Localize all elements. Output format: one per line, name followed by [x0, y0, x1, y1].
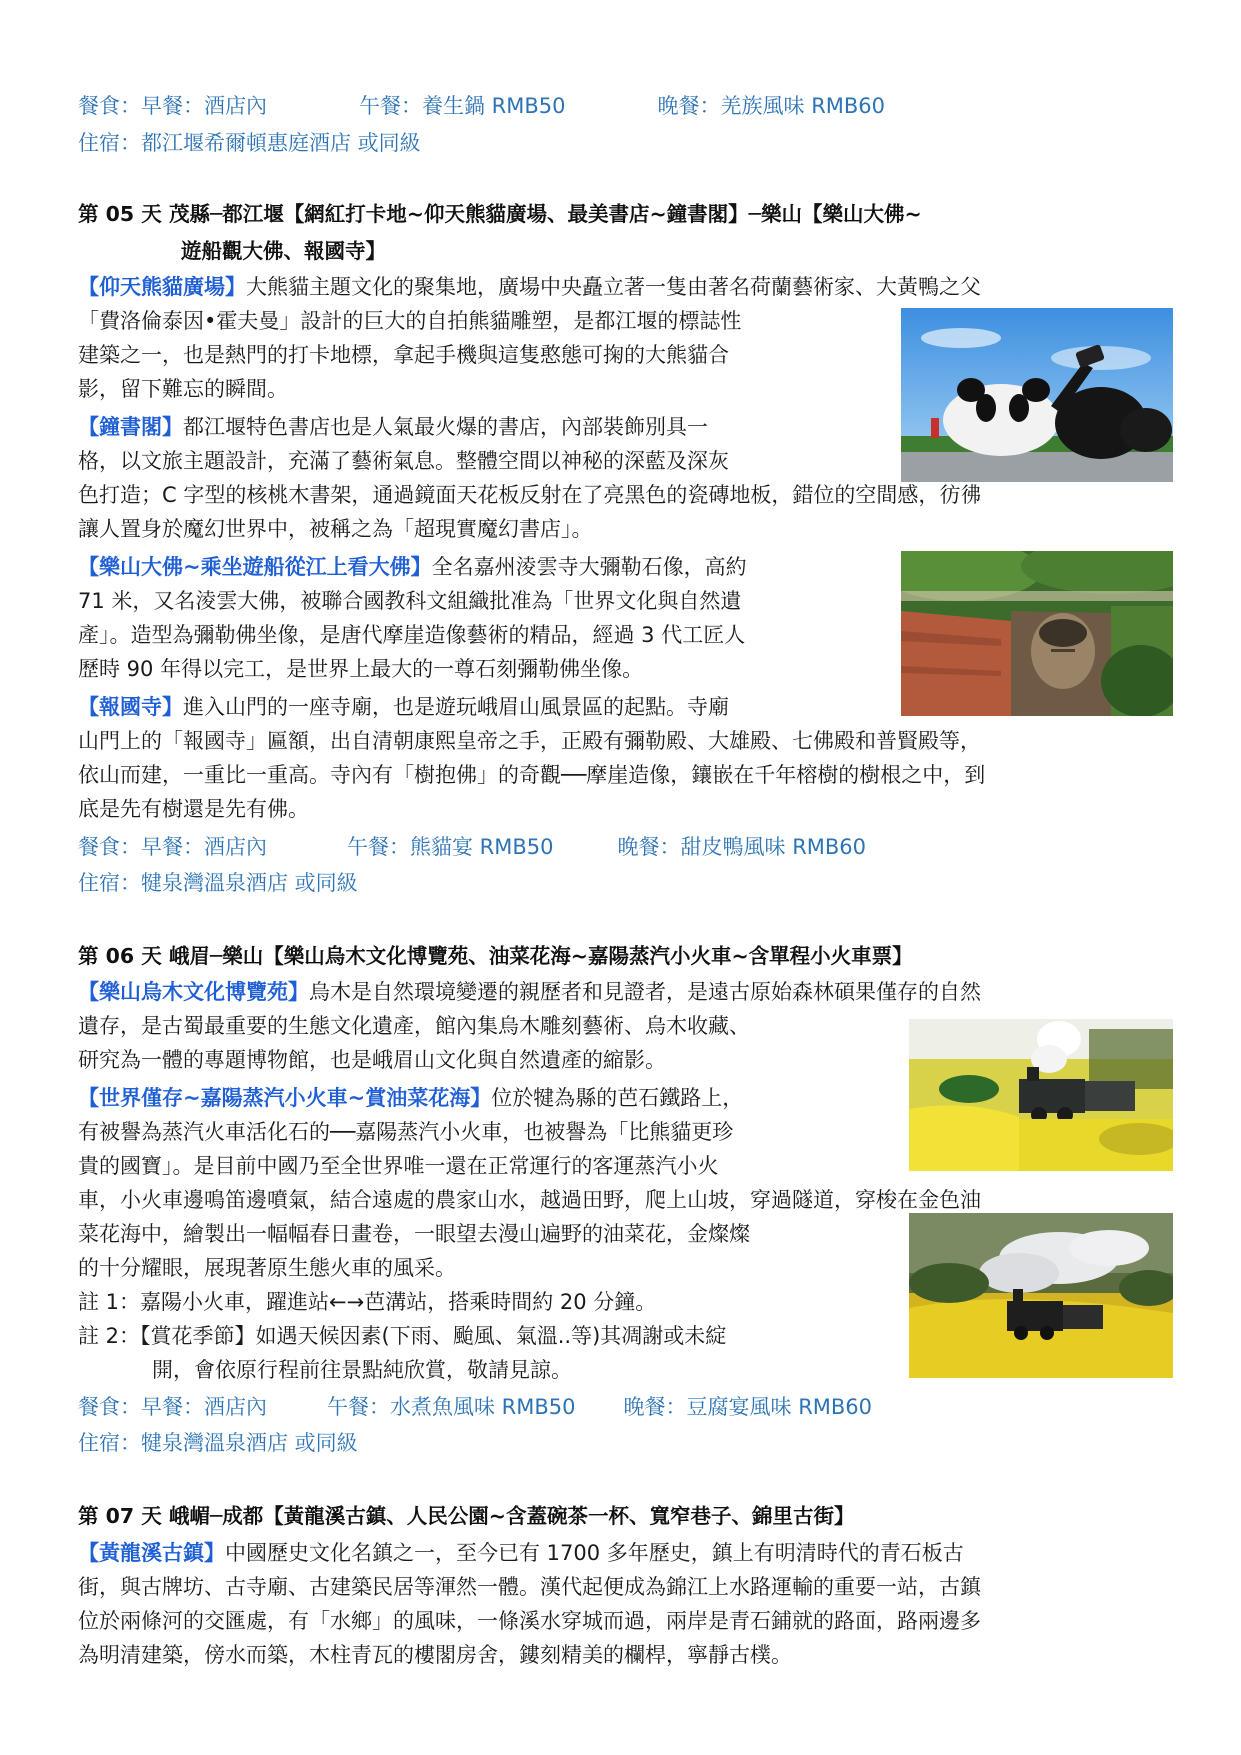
steam-train-tag: 【世界僅存~嘉陽蒸汽小火車~賞油菜花海】	[78, 1086, 492, 1110]
day5-bookstore-line2: 格，以文旅主題設計，充滿了藝術氣息。整體空間以神秘的深藍及深灰	[78, 449, 729, 473]
day4-breakfast: 餐食：早餐：酒店內	[78, 94, 267, 118]
day5-panda-paragraph-line2: 「費洛倫泰因•霍夫曼」設計的巨大的自拍熊貓雕塑，是都江堰的標誌性	[78, 309, 742, 333]
day7-town-line2: 街，與古牌坊、古寺廟、古建築民居等渾然一體。漢代起便成為錦江上水路運輸的重要一站，古鎮	[78, 1575, 981, 1599]
day5-buddha-line3: 產」。造型為彌勒佛坐像，是唐代摩崖造像藝術的精品，經過 3 代工匠人	[78, 623, 746, 647]
bookstore-tag: 【鐘書閣】	[78, 415, 183, 439]
day6-train-line1: 【世界僅存~嘉陽蒸汽小火車~賞油菜花海】位於犍為縣的芭石鐵路上，	[78, 1086, 744, 1110]
day5-bookstore-line3: 色打造；C 字型的核桃木書架，通過鏡面天花板反射在了亮黑色的瓷磚地板，錯位的空間感，彷彿	[78, 483, 982, 507]
day6-note2-line1: 註 2：【賞花季節】如遇天候因素(下雨、颱風、氣溫..等)其凋謝或未綻	[78, 1324, 727, 1348]
day6-wood-line1: 【樂山烏木文化博覽苑】烏木是自然環境變遷的親歷者和見證者，是遠古原始森林碩果僅存的自然	[78, 980, 981, 1004]
day6-train-line5: 菜花海中，繪製出一幅幅春日畫卷，一眼望去漫山遍野的油菜花，金燦燦	[78, 1222, 750, 1246]
day6-hotel: 住宿：犍泉灣溫泉酒店 或同級	[78, 1431, 358, 1455]
day5-breakfast: 餐食：早餐：酒店內	[78, 835, 267, 859]
day6-train-line4: 車，小火車邊鳴笛邊噴氣，結合遠處的農家山水，越過田野，爬上山坡，穿過隧道，穿梭在金色油	[78, 1188, 981, 1212]
day5-buddha-line4: 歷時 90 年得以完工，是世界上最大的一尊石刻彌勒佛坐像。	[78, 657, 644, 681]
day6-title: 第 06 天 峨眉─樂山【樂山烏木文化博覽苑、油菜花海~嘉陽蒸汽小火車~含單程小火車票】	[78, 944, 913, 968]
day5-temple-line4: 底是先有樹還是先有佛。	[78, 797, 309, 821]
day4-hotel: 住宿：都江堰希爾頓惠庭酒店 或同級	[78, 131, 421, 155]
day5-bookstore-line1: 【鐘書閣】都江堰特色書店也是人氣最火爆的書店，內部裝飾別具一	[78, 415, 708, 439]
day6-note1: 註 1：嘉陽小火車，躍進站←→芭溝站，搭乘時間約 20 分鐘。	[78, 1290, 657, 1314]
day5-title-line2: 遊船觀大佛、報國寺】	[181, 239, 386, 263]
steam-train-photo-2	[909, 1213, 1173, 1378]
steam-train-photo-1	[909, 1019, 1173, 1171]
day5-meals-line	[78, 830, 866, 864]
wood-museum-tag: 【樂山烏木文化博覽苑】	[78, 980, 309, 1004]
day5-hotel: 住宿：犍泉灣溫泉酒店 或同級	[78, 871, 358, 895]
day7-title: 第 07 天 峨嵋─成都【黃龍溪古鎮、人民公園~含蓋碗茶一杯、寬窄巷子、錦里古街】	[78, 1504, 855, 1528]
day5-temple-line3: 依山而建，一重比一重高。寺內有「樹抱佛」的奇觀──摩崖造像，鑲嵌在千年榕樹的樹根之中，到	[78, 763, 986, 787]
huanglongxi-tag: 【黃龍溪古鎮】	[78, 1541, 225, 1565]
day4-meals-line	[78, 89, 885, 123]
leshan-buddha-photo	[901, 551, 1173, 716]
day7-town-line1: 【黃龍溪古鎮】中國歷史文化名鎮之一，至今已有 1700 多年歷史，鎮上有明清時代的青石板古	[78, 1541, 964, 1565]
day5-temple-line2: 山門上的「報國寺」匾額，出自清朝康熙皇帝之手，正殿有彌勒殿、大雄殿、七佛殿和普賢殿等，	[78, 729, 981, 753]
day6-breakfast: 餐食：早餐：酒店內	[78, 1395, 267, 1419]
day5-panda-paragraph-line3: 建築之一，也是熱門的打卡地標，拿起手機與這隻憨態可掬的大熊貓合	[78, 343, 729, 367]
day7-town-line3: 位於兩條河的交匯處，有「水鄉」的風味，一條溪水穿城而過，兩岸是青石鋪就的路面，路兩邊多	[78, 1609, 981, 1633]
day6-wood-line2: 遺存，是古蜀最重要的生態文化遺產，館內集烏木雕刻藝術、烏木收藏、	[78, 1014, 750, 1038]
day7-town-line4: 為明清建築，傍水而築，木柱青瓦的樓閣房舍，鏤刻精美的欄桿，寧靜古樸。	[78, 1643, 792, 1667]
day5-panda-paragraph-line1: 【仰天熊貓廣場】大熊貓主題文化的聚集地，廣場中央矗立著一隻由著名荷蘭藝術家、大黃鴨之父	[78, 275, 981, 299]
day6-dinner: 晚餐：豆腐宴風味 RMB60	[623, 1395, 873, 1419]
day5-temple-line1: 【報國寺】進入山門的一座寺廟，也是遊玩峨眉山風景區的起點。寺廟	[78, 695, 729, 719]
temple-tag: 【報國寺】	[78, 695, 183, 719]
day6-note2-line2: 開，會依原行程前往景點純欣賞，敬請見諒。	[152, 1358, 572, 1382]
day5-buddha-line1: 【樂山大佛~乘坐遊船從江上看大佛】全名嘉州淩雲寺大彌勒石像，高約	[78, 555, 747, 579]
day6-lunch: 午餐：水煮魚風味 RMB50	[327, 1395, 576, 1419]
day5-title-line1: 第 05 天 茂縣─都江堰【網紅打卡地~仰天熊貓廣場、最美書店~鐘書閣】─樂山【樂山大佛~	[78, 202, 922, 226]
day5-panda-paragraph-line4: 影，留下難忘的瞬間。	[78, 377, 288, 401]
day6-wood-line3: 研究為一體的專題博物館，也是峨眉山文化與自然遺產的縮影。	[78, 1048, 666, 1072]
panda-sculpture-photo	[901, 308, 1173, 482]
day6-train-line3: 貴的國寶」。是目前中國乃至全世界唯一還在正常運行的客運蒸汽小火	[78, 1154, 719, 1178]
day5-bookstore-line4: 讓人置身於魔幻世界中，被稱之為「超現實魔幻書店」。	[78, 517, 593, 541]
day4-dinner: 晚餐：羌族風味 RMB60	[657, 94, 886, 118]
day5-dinner: 晚餐：甜皮鴨風味 RMB60	[617, 835, 867, 859]
day6-train-line2: 有被譽為蒸汽火車活化石的──嘉陽蒸汽小火車，也被譽為「比熊貓更珍	[78, 1120, 734, 1144]
day4-lunch: 午餐：養生鍋 RMB50	[359, 94, 566, 118]
day6-meals-line	[78, 1390, 872, 1424]
day5-lunch: 午餐：熊貓宴 RMB50	[347, 835, 554, 859]
day6-train-line6: 的十分耀眼，展現著原生態火車的風采。	[78, 1256, 456, 1280]
buddha-tag: 【樂山大佛~乘坐遊船從江上看大佛】	[78, 555, 432, 579]
day5-buddha-line2: 71 米，又名淩雲大佛，被聯合國教科文組織批准為「世界文化與自然遺	[78, 589, 742, 613]
panda-square-tag: 【仰天熊貓廣場】	[78, 275, 246, 299]
